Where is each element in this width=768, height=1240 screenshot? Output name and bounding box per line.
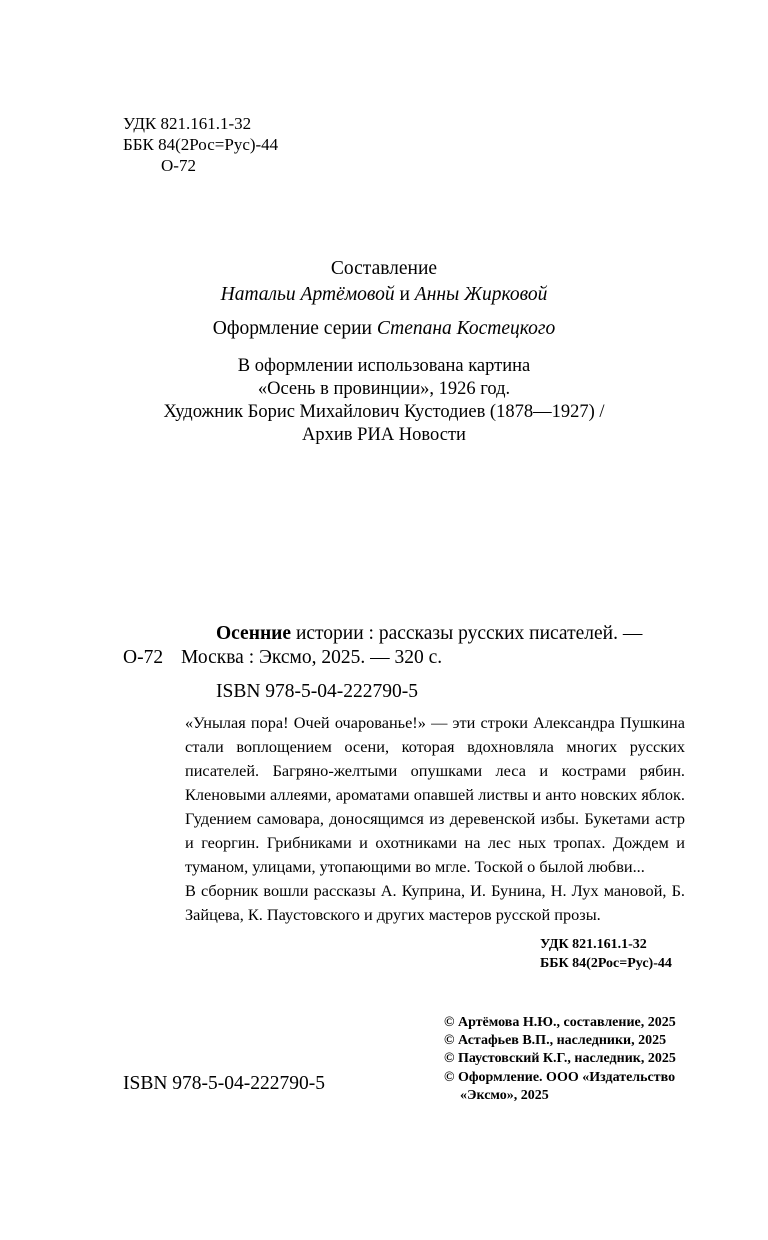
compilers-line <box>0 282 768 308</box>
series-design-label: Оформление серии <box>212 318 372 339</box>
bib-imprint-line <box>123 646 442 670</box>
udk-code: УДК 821.161.1-32 <box>123 114 252 133</box>
copyright-block <box>444 1014 676 1105</box>
painting-line: Архив РИА Новости <box>302 425 466 445</box>
annotation-paragraph-1 <box>185 711 685 879</box>
annotation-line: русских писателей. Багряно-желтыми опушками леса и кострами <box>185 737 685 780</box>
copyright-line: © Артёмова Н.Ю., составление, 2025 <box>444 1015 676 1030</box>
annotation-line: мановой, Б. Зайцева, К. Паустовского и других мастеров русской <box>185 881 686 924</box>
copyright-line: © Оформление. ООО «Издательство <box>444 1069 676 1085</box>
compilation-credit <box>0 256 768 308</box>
annotation-line: Тоской о былой любви... <box>474 857 645 876</box>
bib-isbn: ISBN 978-5-04-222790-5 <box>216 681 419 702</box>
small-bbk: ББК 84(2Рос=Рус)-44 <box>540 955 672 971</box>
painting-credit <box>0 355 768 447</box>
bib-title-line <box>216 622 642 646</box>
annotation-line: рябин. Кленовыми аллеями, ароматами опавшей листвы и анто <box>185 761 685 804</box>
bib-title-rest: истории : рассказы русских писателей. — <box>295 623 643 644</box>
annotation-line: В сборник вошли рассказы А. Куприна, И. Бунина, Н. Лух <box>185 881 599 900</box>
bib-imprint: Москва : Эксмо, 2025. — 320 с. <box>181 647 443 668</box>
series-design-credit <box>0 316 768 342</box>
annotation-line: Пушкина стали воплощением осени, которая вдохновляла многих <box>185 713 685 756</box>
compiler-a: Натальи Артёмовой <box>220 284 395 305</box>
compiler-b: Анны Жирковой <box>414 284 548 305</box>
small-classification <box>540 936 672 973</box>
bib-title-bold: Осенние <box>216 623 292 644</box>
annotation-paragraph-2 <box>185 879 685 927</box>
painting-line: «Осень в провинции», 1926 год. <box>257 379 511 399</box>
painting-line: Художник Борис Михайлович Кустодиев (1878—1927) / <box>163 402 605 422</box>
isbn-bottom: ISBN 978-5-04-222790-5 <box>123 1073 326 1094</box>
copyright-line: «Эксмо», 2025 <box>460 1087 549 1103</box>
annotation <box>185 711 685 927</box>
annotation-line: новских яблок. Гудением самовара, доносящимся из деревенской <box>185 785 685 828</box>
bib-author-mark: О-72 <box>123 647 164 668</box>
annotation-line: «Унылая пора! Очей очарованье!» — эти строки Александра <box>185 713 620 732</box>
small-udk: УДК 821.161.1-32 <box>540 937 647 952</box>
compilers-conj: и <box>399 284 410 305</box>
copyright-line: © Астафьев В.П., наследники, 2025 <box>444 1033 667 1049</box>
author-mark: О-72 <box>161 156 196 175</box>
annotation-line: ных тропах. Дождем и туманом, улицами, утопающими во мгле. <box>185 833 685 876</box>
copyright-line: © Паустовский К.Г., наследник, 2025 <box>444 1051 676 1067</box>
painting-line: В оформлении использована картина <box>237 356 531 376</box>
series-designer: Степана Костецкого <box>376 318 556 339</box>
bbk-code: ББК 84(2Рос=Рус)-44 <box>123 135 279 154</box>
annotation-line: прозы. <box>554 905 601 924</box>
annotation-line: избы. Букетами астр и георгин. Грибниками и охотниками на лес <box>185 809 685 852</box>
compilation-label: Составление <box>330 258 438 279</box>
classification-block <box>123 113 278 176</box>
